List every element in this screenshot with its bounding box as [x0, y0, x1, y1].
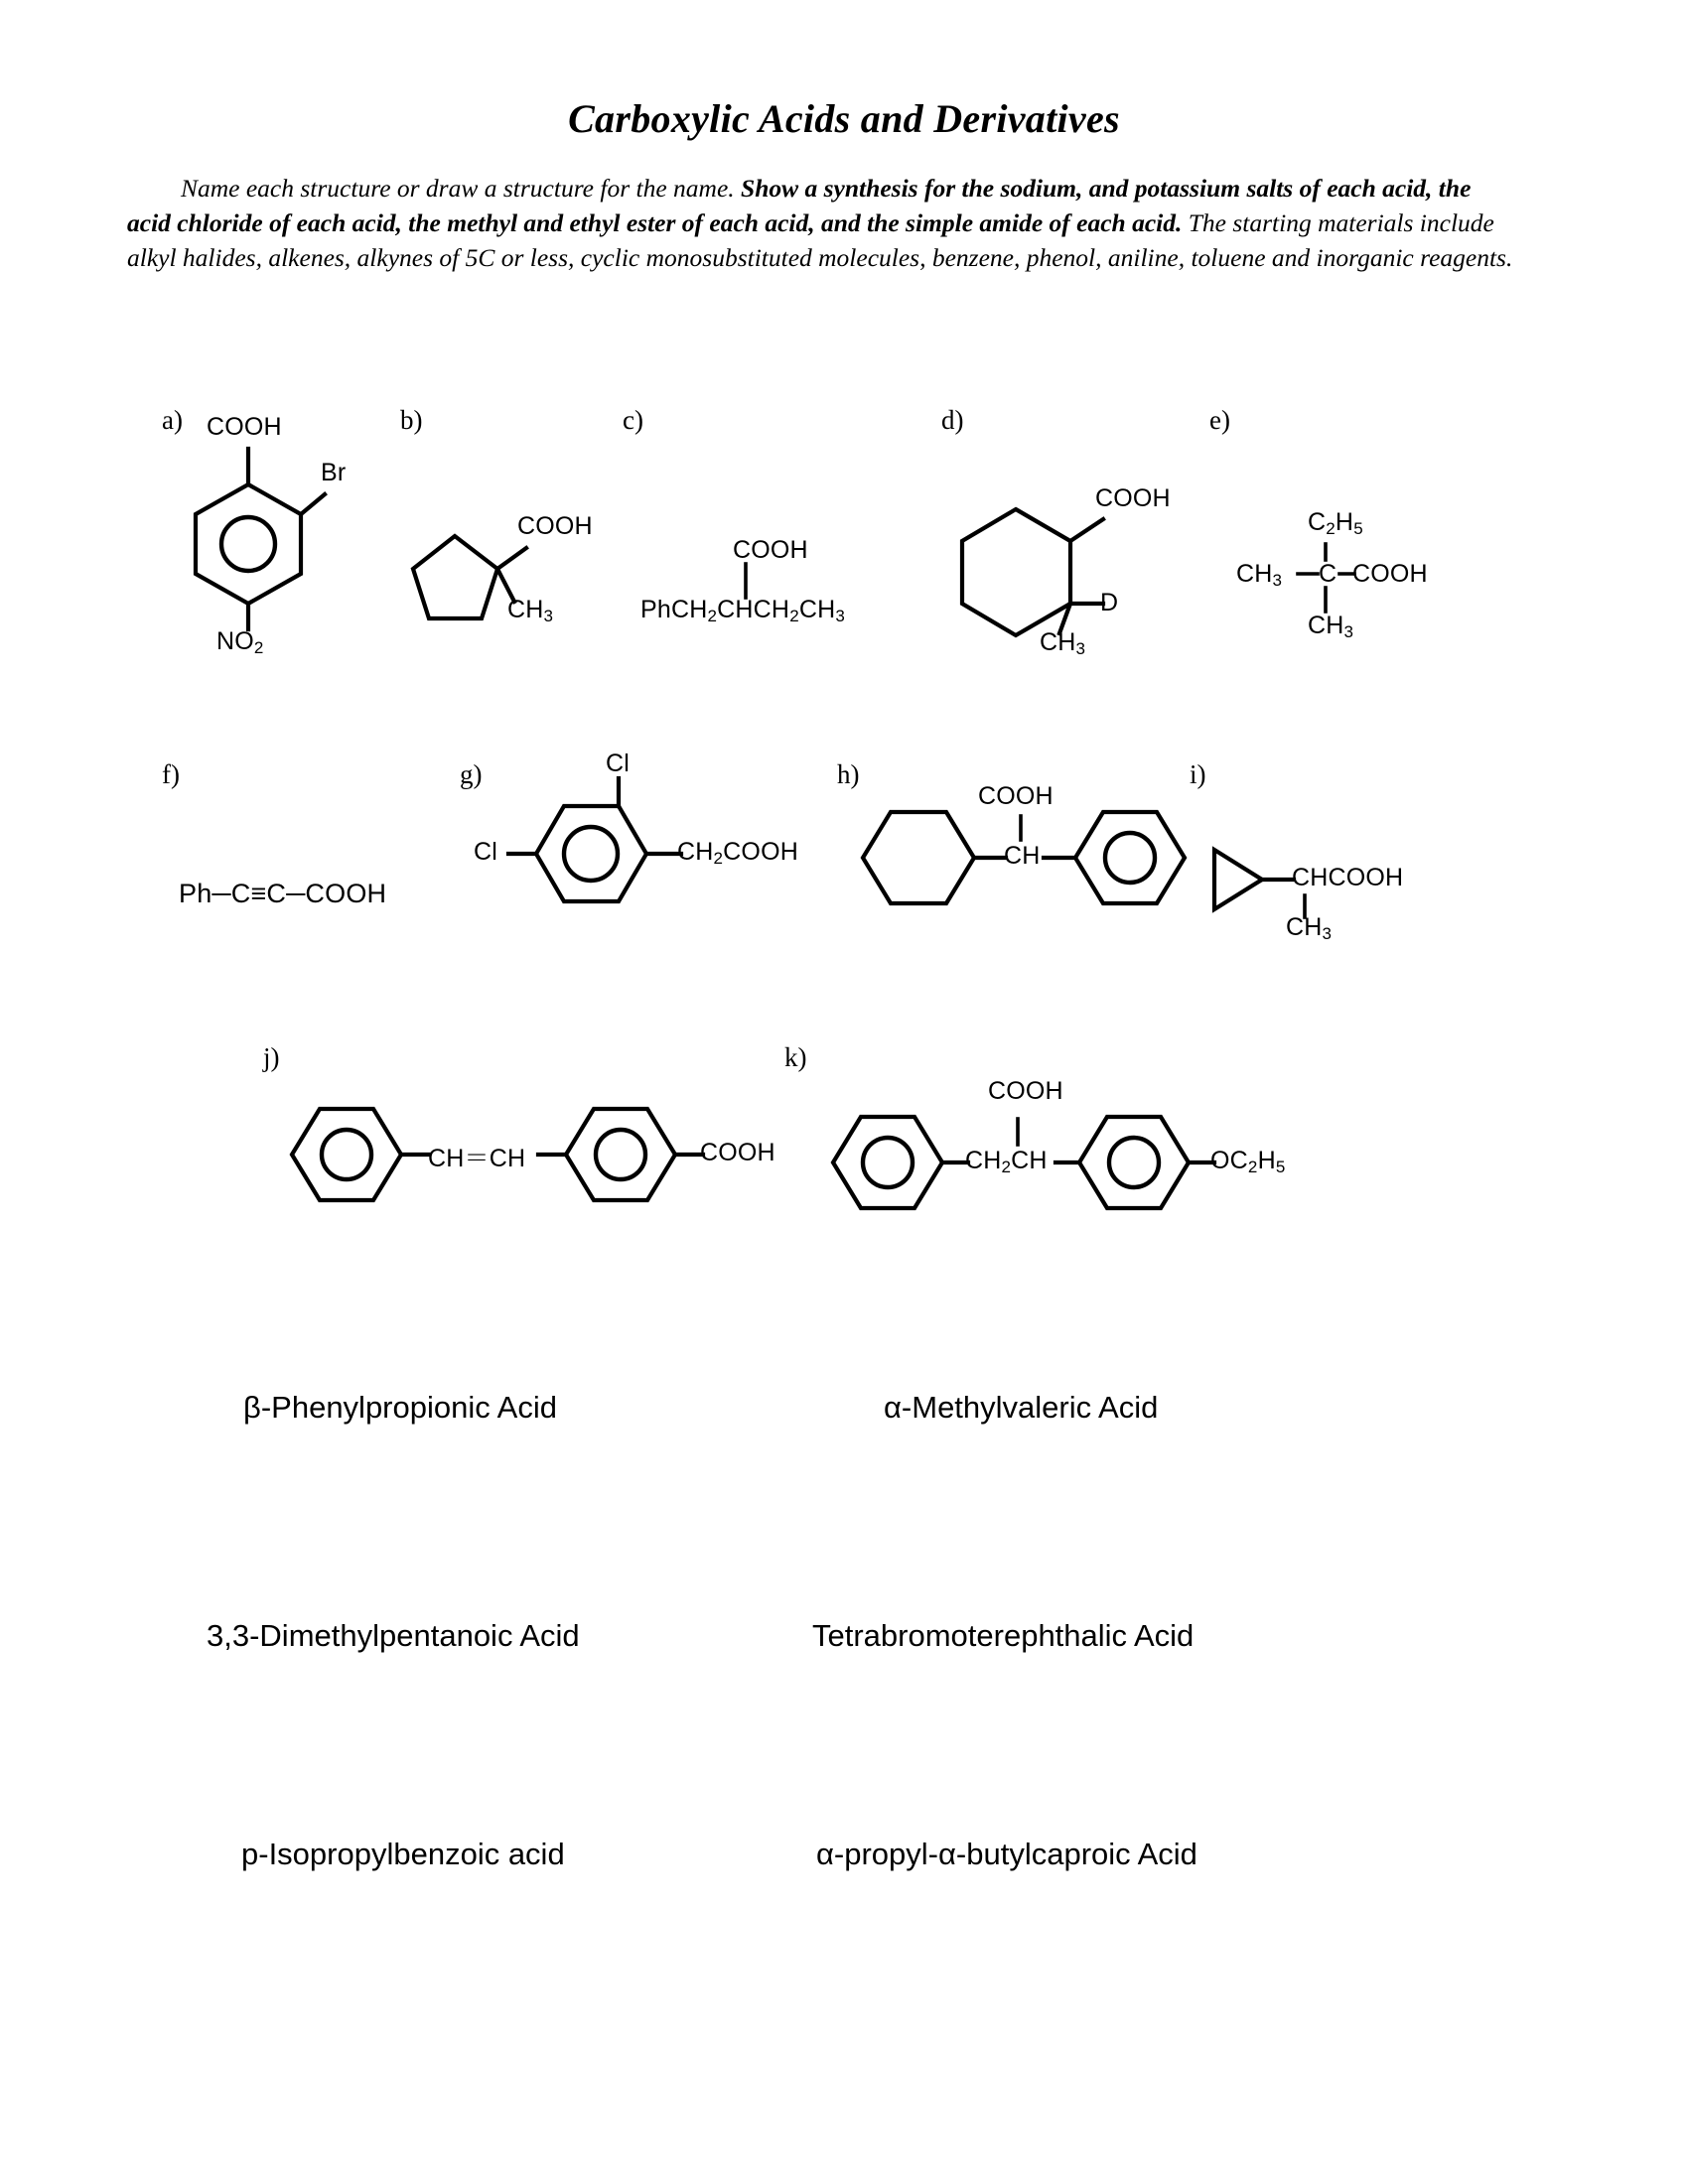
structure-a: [174, 413, 392, 657]
structure-d-drawing: [968, 491, 1187, 650]
structure-f: [179, 879, 386, 909]
bond-b-cooh: [497, 548, 526, 569]
aromatic-circle-g: [564, 827, 618, 881]
instructions-paragraph: [127, 171, 1517, 275]
label-a-cooh: COOH: [207, 413, 282, 441]
structure-e-bonds: [1236, 508, 1435, 657]
benzene-ring-h: [1075, 812, 1185, 903]
label-c-chain: $PhCH_2CHCH_2CH_3$: [640, 596, 846, 625]
cyclopentane-ring-b: [413, 536, 497, 618]
acid-name-6: α-propyl-α-butylcaproic Acid: [816, 1837, 1197, 1871]
label-e-ch3-bottom: $CH_3$: [1308, 612, 1354, 641]
label-d-ch3: $CH_3$: [1040, 628, 1086, 658]
structure-label-k: k): [784, 1042, 807, 1072]
structure-b-drawing: [405, 524, 594, 643]
bond-d-cooh: [1070, 519, 1103, 541]
label-e-ch3-left: $CH_3$: [1236, 560, 1283, 590]
aromatic-circle-j2: [596, 1130, 645, 1179]
bond-a-br: [301, 494, 325, 514]
benzene-ring-g: [536, 806, 646, 901]
acid-name-2: α-Methylvaleric Acid: [884, 1390, 1159, 1425]
label-i-ch3: $CH_3$: [1286, 913, 1333, 943]
label-g-ch2cooh: $CH_2COOH$: [677, 838, 798, 868]
label-a-no2: $NO_2$: [216, 627, 264, 657]
structure-label-c: c): [623, 405, 643, 435]
label-j-cooh: COOH: [700, 1139, 775, 1166]
label-k-ch2ch: $CH_2CH$: [965, 1147, 1048, 1176]
structure-label-d: d): [941, 405, 964, 435]
benzene-ring-k1: [833, 1117, 942, 1208]
label-d-cooh: COOH: [1095, 484, 1171, 512]
structure-label-f: f): [162, 759, 180, 789]
structure-b: [405, 512, 594, 643]
label-g-cl-top: Cl: [606, 750, 631, 777]
label-e-cooh: COOH: [1352, 560, 1428, 588]
label-b-ch3: $CH_3$: [507, 596, 554, 625]
structure-a-drawing: [174, 425, 392, 643]
label-i-chcooh: CHCOOH: [1292, 864, 1404, 891]
aromatic-circle-k1: [863, 1138, 913, 1187]
label-c-cooh: COOH: [733, 536, 808, 564]
cyclohexane-ring-d: [962, 509, 1070, 635]
structure-d: [968, 484, 1187, 658]
label-k-ethoxy: $OC_2H_5$: [1210, 1147, 1286, 1176]
acid-name-1: β-Phenylpropionic Acid: [243, 1390, 557, 1425]
aromatic-circle-j1: [322, 1130, 371, 1179]
structure-label-b: b): [400, 405, 423, 435]
label-h-cooh: COOH: [978, 782, 1054, 810]
acid-name-5: p-Isopropylbenzoic acid: [241, 1837, 565, 1871]
benzene-ring-j1: [292, 1109, 401, 1200]
aromatic-circle-h: [1105, 833, 1155, 883]
structure-label-a: a): [162, 405, 183, 435]
label-k-cooh: COOH: [988, 1077, 1063, 1105]
label-f-chain: Ph─C≡C─COOH: [179, 879, 387, 908]
structure-i: [1206, 844, 1445, 953]
label-a-br: Br: [321, 459, 347, 486]
label-e-central-carbon: C: [1319, 560, 1337, 588]
label-e-c2h5: $C_2H_5$: [1308, 508, 1363, 538]
structure-label-e: e): [1209, 405, 1230, 435]
label-d-deuterium: D: [1100, 589, 1119, 616]
structure-label-i: i): [1190, 759, 1206, 789]
structure-label-h: h): [837, 759, 860, 789]
acid-name-4: Tetrabromoterephthalic Acid: [812, 1618, 1195, 1653]
instructions-sentence-3: The starting materials include alkyl halides, alkenes, alkynes of 5C or less, cyclic monosubstituted molecules, benzene, phenol, aniline, toluene and inorganic reagents.: [127, 208, 1513, 272]
structure-label-j: j): [263, 1042, 280, 1072]
cyclopropane-ring-i: [1214, 850, 1262, 909]
instructions-sentence-2: Show a synthesis for the sodium, and potassium salts of each acid, the acid chloride of each acid, the methyl and ethyl ester of each acid, and the simple amide of each acid.: [127, 174, 1472, 237]
structure-h: [859, 782, 1157, 923]
cyclohexane-ring-h: [863, 812, 974, 903]
label-b-cooh: COOH: [517, 512, 593, 540]
aromatic-circle-a: [221, 517, 275, 571]
label-g-cl-left: Cl: [474, 838, 498, 866]
benzene-ring-a: [196, 484, 301, 604]
structure-j: [288, 1097, 775, 1206]
benzene-ring-k2: [1079, 1117, 1189, 1208]
label-j-vinyl: CH＝CH: [428, 1145, 526, 1172]
instructions-sentence-1: Name each structure or draw a structure for the name.: [181, 174, 735, 203]
label-h-ch: CH: [1004, 842, 1041, 870]
structure-label-g: g): [460, 759, 483, 789]
benzene-ring-j2: [566, 1109, 675, 1200]
structure-g: [474, 750, 798, 923]
page-title: Carboxylic Acids and Derivatives: [568, 96, 1120, 141]
aromatic-circle-k2: [1109, 1138, 1159, 1187]
acid-name-3: 3,3-Dimethylpentanoic Acid: [207, 1618, 580, 1653]
